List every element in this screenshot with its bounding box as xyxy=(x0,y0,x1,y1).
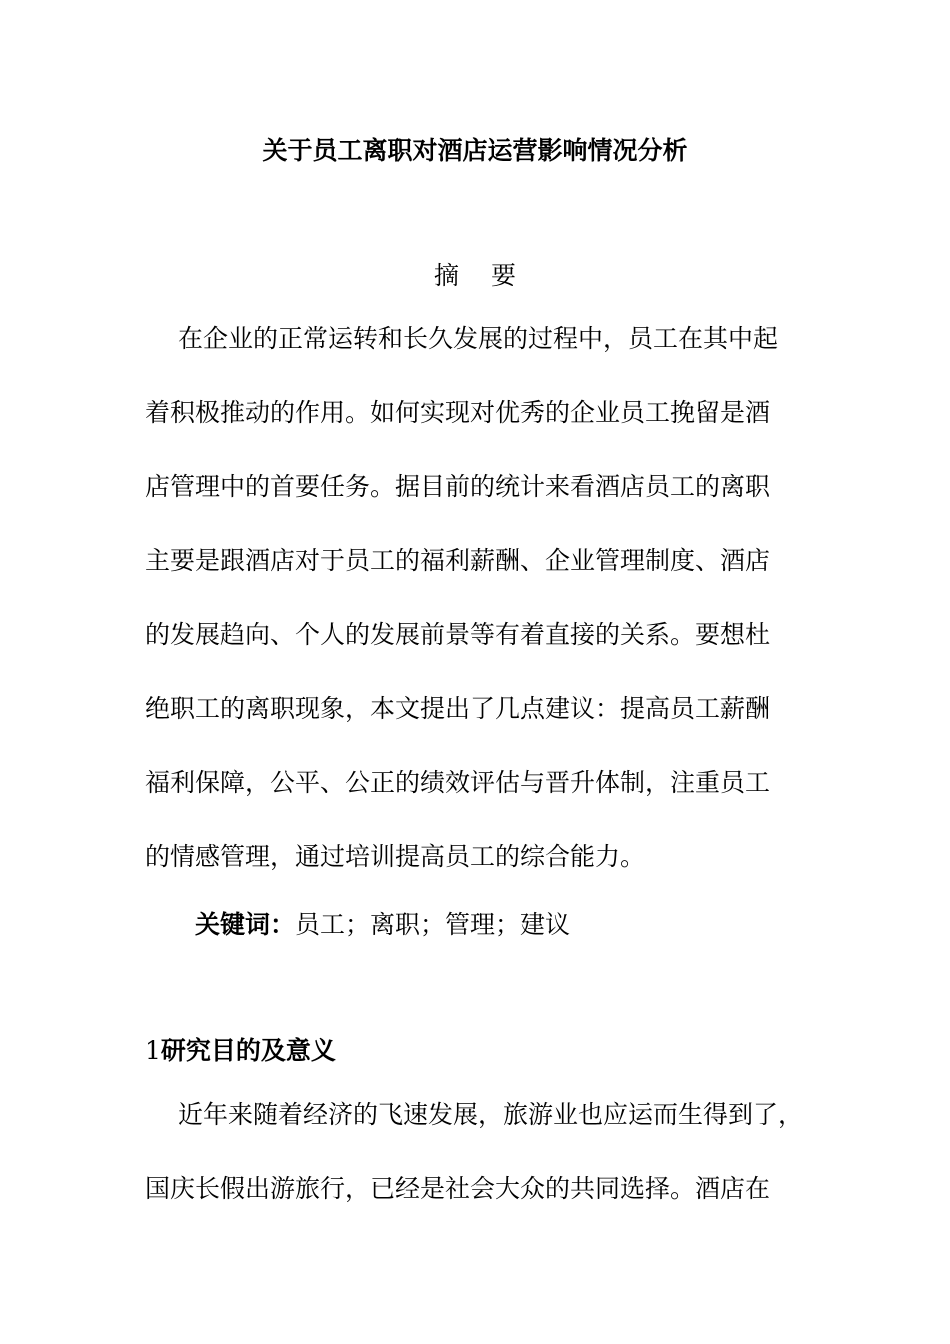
abstract-line: 店管理中的首要任务。据目前的统计来看酒店员工的离职 xyxy=(145,472,771,501)
section-title: 研究目的及意义 xyxy=(160,1036,336,1065)
section-body-line: 国庆长假出游旅行，已经是社会大众的共同选择。酒店在 xyxy=(145,1174,771,1203)
abstract-line: 在企业的正常运转和长久发展的过程中，员工在其中起 xyxy=(178,324,779,353)
abstract-heading: 摘 要 xyxy=(434,261,528,290)
abstract-line: 着积极推动的作用。如何实现对优秀的企业员工挽留是酒 xyxy=(145,398,771,427)
section-heading xyxy=(145,1033,336,1069)
keywords-value: 员工；离职；管理；建议 xyxy=(295,910,571,939)
abstract-line: 福利保障，公平、公正的绩效评估与晋升体制，注重员工 xyxy=(145,768,771,797)
abstract-line: 的发展趋向、个人的发展前景等有着直接的关系。要想杜 xyxy=(145,620,771,649)
section-body-line: 近年来随着经济的飞速发展，旅游业也应运而生得到了， xyxy=(178,1100,804,1129)
keywords-line xyxy=(195,907,570,943)
abstract-line: 绝职工的离职现象，本文提出了几点建议：提高员工薪酬 xyxy=(145,694,771,723)
section-number: 1 xyxy=(145,1036,161,1065)
document-title: 关于员工离职对酒店运营影响情况分析 xyxy=(262,136,688,165)
abstract-line: 的情感管理，通过培训提高员工的综合能力。 xyxy=(145,842,646,871)
keywords-label: 关键词： xyxy=(195,910,296,939)
abstract-line: 主要是跟酒店对于员工的福利薪酬、企业管理制度、酒店 xyxy=(145,546,771,575)
